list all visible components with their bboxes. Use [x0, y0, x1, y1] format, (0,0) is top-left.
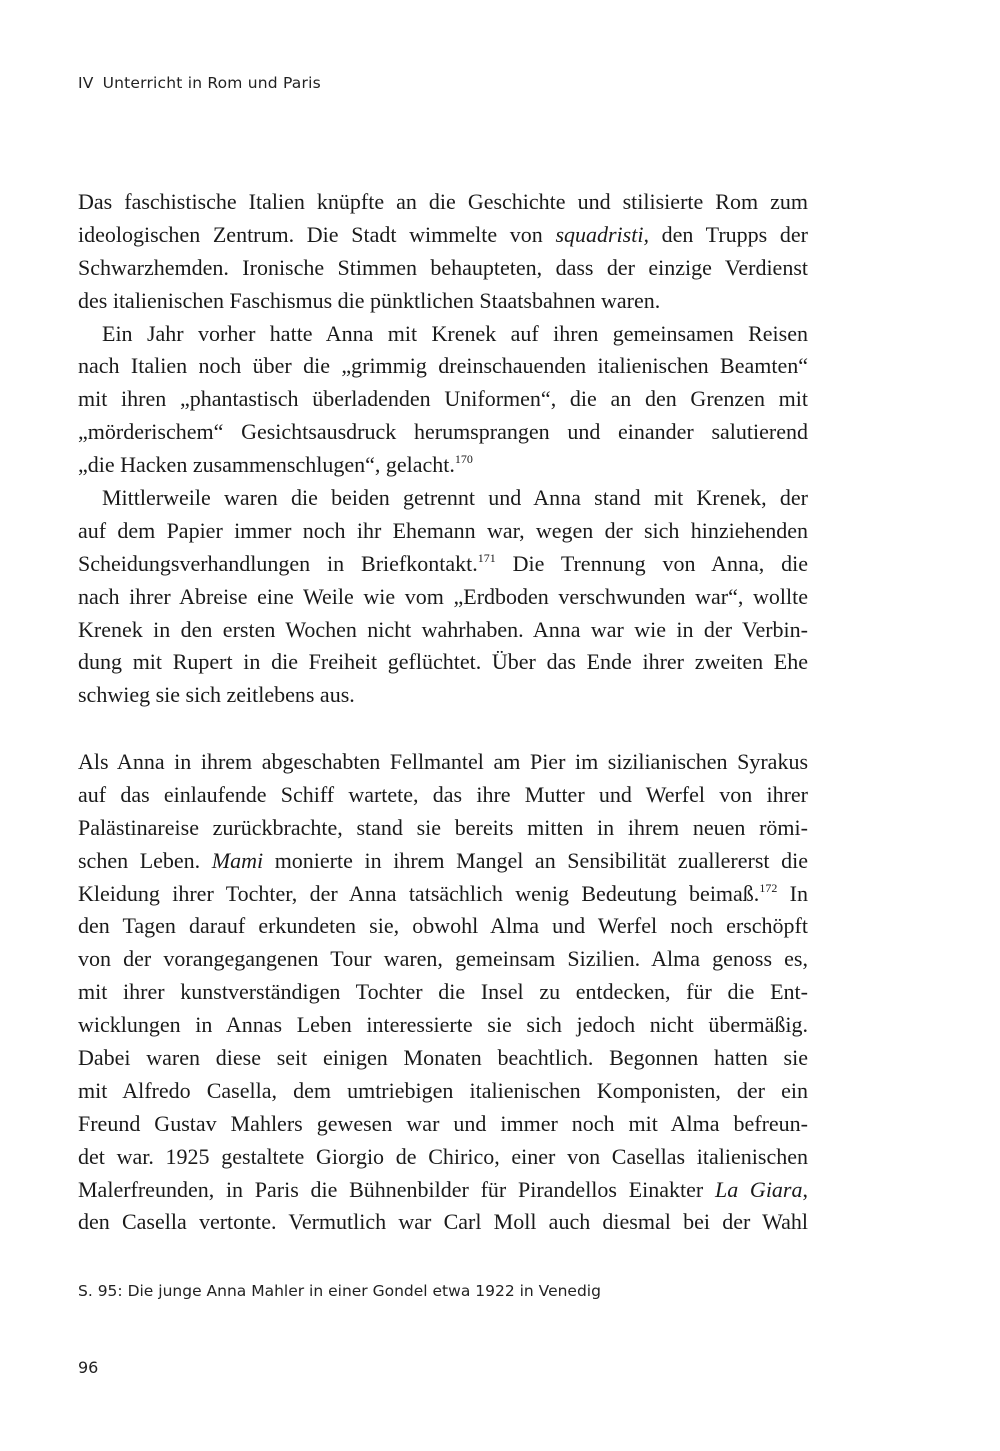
paragraph-4: [78, 746, 808, 1239]
text-block-2: [78, 746, 808, 1239]
text-line: ideologischen Zentrum. Die Stadt wimmelte von squadristi, den Trupps der: [78, 221, 808, 247]
text-line: Mittlerweile waren die beiden getrennt und Anna stand mit Krenek, der: [102, 485, 808, 511]
text-line: Schwarzhemden. Ironische Stimmen behaupteten, dass der einzige Verdienst: [78, 254, 808, 280]
text-line: den Casella vertonte. Vermutlich war Carl Moll auch diesmal bei der Wahl: [78, 1209, 808, 1235]
footnote-marker: 171: [477, 550, 496, 565]
text-line: Kleidung ihrer Tochter, der Anna tatsächlich wenig Bedeutung beimaß.$^{172}$ In: [78, 880, 808, 906]
text-line: Dabei waren diese seit einigen Monaten beachtlich. Begonnen hatten sie: [78, 1045, 808, 1071]
text-line: „die Hacken zusammenschlugen“, gelacht.$^{170}$: [78, 452, 473, 478]
italic-text: Mami: [211, 847, 264, 873]
text-line: Als Anna in ihrem abgeschabten Fellmantel am Pier im sizilianischen Syrakus: [78, 749, 808, 774]
text-line: Palästinareise zurückbrachte, stand sie bereits mitten in ihrem neuen römi-: [78, 814, 808, 840]
paragraph-1: [78, 186, 808, 318]
image-caption: S. 95: Die junge Anna Mahler in einer Gondel etwa 1922 in Venedig: [78, 1282, 601, 1300]
text-line: Freund Gustav Mahlers gewesen war und immer noch mit Alma befreun-: [78, 1110, 808, 1136]
text-line: Das faschistische Italien knüpfte an die Geschichte und stilisierte Rom zum: [78, 189, 808, 214]
paragraph-3: [78, 482, 808, 712]
text-line: Scheidungsverhandlungen in Briefkontakt.$^{171}$ Die Trennung von Anna, die: [78, 550, 808, 576]
text-line: dung mit Rupert in die Freiheit geflüchtet. Über das Ende ihrer zweiten Ehe: [78, 649, 808, 675]
text-line: mit ihren „phantastisch überladenden Uniformen“, die an den Grenzen mit: [78, 386, 808, 412]
text-line: Ein Jahr vorher hatte Anna mit Krenek auf ihren gemeinsamen Reisen: [102, 320, 808, 346]
paragraph-2: [78, 318, 808, 482]
text-line: auf dem Papier immer noch ihr Ehemann war, wegen der sich hinziehenden: [78, 517, 808, 543]
text-line: „mörderischem“ Gesichtsausdruck herumsprangen und einander salutierend: [78, 419, 808, 445]
text-line: schwieg sie sich zeitlebens aus.: [78, 682, 355, 708]
text-line: von der vorangegangenen Tour waren, gemeinsam Sizilien. Alma genoss es,: [78, 946, 808, 972]
italic-text: squadristi,: [555, 221, 649, 247]
footnote-marker: 170: [454, 452, 473, 467]
text-line: Krenek in den ersten Wochen nicht wahrhaben. Anna war wie in der Verbin-: [78, 616, 808, 642]
text-line: mit Alfredo Casella, dem umtriebigen italienischen Komponisten, der ein: [78, 1077, 808, 1103]
page-number: 96: [78, 1358, 99, 1377]
chapter-number: IV: [78, 74, 94, 92]
text-line: det war. 1925 gestaltete Giorgio de Chirico, einer von Casellas italienischen: [78, 1143, 808, 1169]
text-line: nach Italien noch über die „grimmig dreinschauenden italienischen Beamten“: [78, 353, 808, 379]
chapter-title: Unterricht in Rom und Paris: [102, 74, 321, 92]
text-line: mit ihrer kunstverständigen Tochter die Insel zu entdecken, für die Ent-: [78, 979, 808, 1005]
italic-text: La Giara: [714, 1176, 803, 1202]
text-line: auf das einlaufende Schiff wartete, das ihre Mutter und Werfel von ihrer: [78, 781, 808, 807]
footnote-marker: 172: [759, 880, 778, 895]
text-block-1: [78, 186, 808, 712]
text-line: nach ihrer Abreise eine Weile wie vom „Erdboden verschwunden war“, wollte: [78, 583, 808, 609]
running-head: [78, 74, 321, 92]
text-line: des italienischen Faschismus die pünktlichen Staatsbahnen waren.: [78, 287, 661, 313]
text-line: schen Leben. Mami monierte in ihrem Mangel an Sensibilität zuallererst die: [78, 847, 808, 873]
text-line: Malerfreunden, in Paris die Bühnenbilder für Pirandellos Einakter La Giara,: [78, 1176, 808, 1202]
text-line: wicklungen in Annas Leben interessierte sie sich jedoch nicht übermäßig.: [78, 1012, 808, 1038]
text-line: den Tagen darauf erkundeten sie, obwohl Alma und Werfel noch erschöpft: [78, 913, 808, 939]
